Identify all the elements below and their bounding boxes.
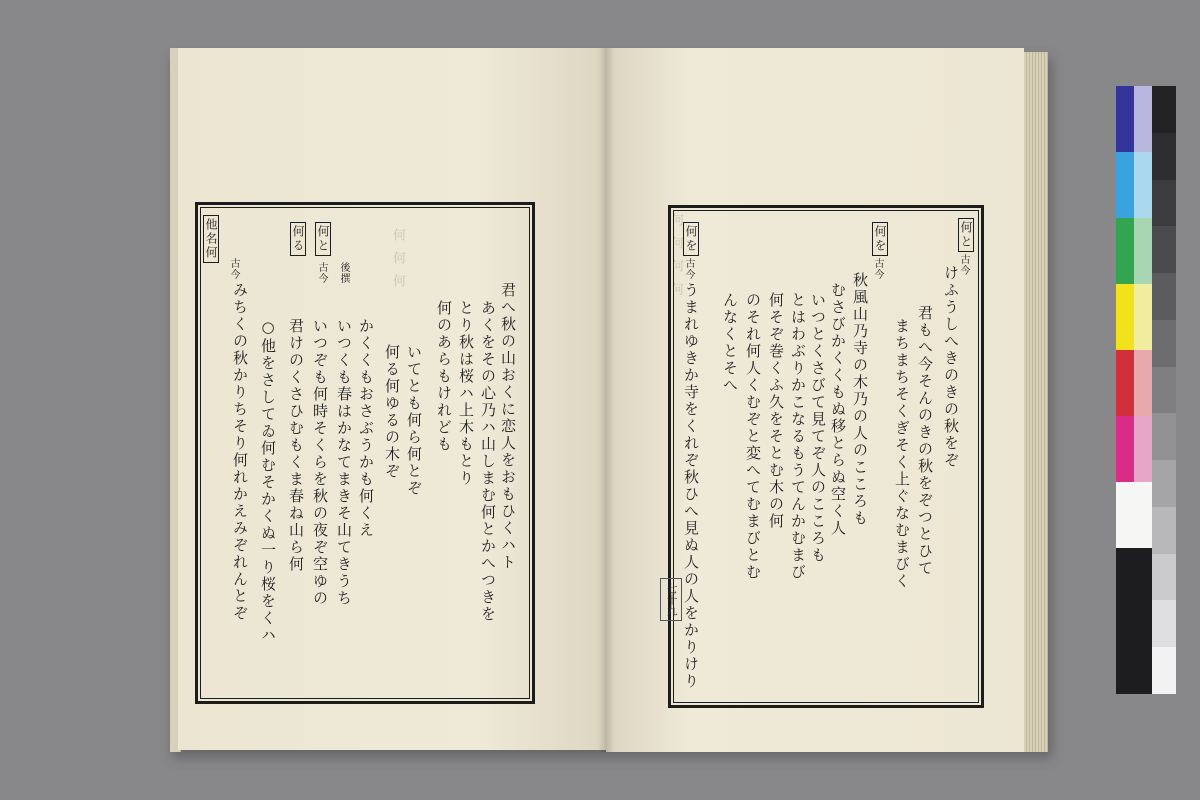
gray-step-chip	[1152, 647, 1176, 694]
section-mark: 何と	[315, 222, 331, 256]
text-column: 秋風山乃寺の木乃の人のこころも	[851, 272, 869, 527]
gray-step-chip	[1152, 86, 1176, 133]
text-column: 君もへ今そんのきの秋をぞつとひて	[916, 305, 934, 577]
color-chip-cyan	[1116, 152, 1134, 218]
color-chip-green	[1116, 218, 1134, 284]
color-chip-red	[1116, 350, 1134, 416]
text-column: まちまちそくぎそく上ぐなむまびく	[893, 318, 911, 590]
text-column: かくくもおさぶうかも何くえ	[357, 318, 375, 539]
text-column: 何る何ゆるの木ぞ	[383, 344, 401, 480]
show-through-text: 何 何 何 何	[668, 213, 683, 299]
color-chip-lavender	[1134, 86, 1152, 152]
gray-step-chip	[1152, 133, 1176, 180]
color-chip-pink	[1134, 350, 1152, 416]
source-label: 古今	[958, 254, 969, 276]
text-column: むさびかくくもぬ移とらぬ空く人	[829, 282, 847, 537]
text-column: いつとくさびて見てぞ人のこころも	[809, 292, 827, 564]
gray-step-chip	[1152, 226, 1176, 273]
text-column: とり秋は桜ハ上木もとり	[457, 300, 475, 487]
text-column: 何を	[683, 222, 699, 256]
color-chip-magenta	[1116, 416, 1134, 482]
gray-step-chip	[1152, 367, 1176, 414]
text-column: いてとも何ら何とぞ	[405, 344, 423, 497]
gray-step-chip	[1152, 460, 1176, 507]
text-column: けふうしへきのきの秋をぞ	[942, 265, 960, 469]
text-column: 何を	[872, 222, 888, 256]
source-label: 後撰	[338, 262, 349, 284]
color-chip-yellow	[1116, 284, 1134, 350]
page-folio: 七十九	[660, 578, 682, 621]
gray-step-chip	[1152, 413, 1176, 460]
color-chip-white	[1116, 482, 1152, 548]
source-label: 古今	[228, 258, 239, 280]
text-column: 君へ秋の山おくに恋人をおもひくハト	[499, 282, 517, 571]
text-column: 古今	[872, 258, 883, 280]
text-column: とはわぶりかこなるもうてんかむまび	[789, 292, 807, 581]
text-column: のそれ何人くむぞと変へてむまびとむ	[744, 292, 762, 581]
book-gutter	[598, 48, 614, 752]
text-column: 何のあらもけれども	[435, 300, 453, 453]
color-chip-black	[1116, 548, 1152, 694]
text-column: 何そぞ巻くふ久をそとむ木の何	[767, 292, 785, 530]
text-column: いつぞも何時そくらを秋の夜ぞ空ゆの	[311, 318, 329, 607]
gray-step-chip	[1152, 320, 1176, 367]
color-chip-light-magenta	[1134, 416, 1152, 482]
section-mark: 何と	[958, 218, 974, 252]
color-chip-light-green	[1134, 218, 1152, 284]
gray-step-chip	[1152, 554, 1176, 601]
text-column: ○他をさしてゐ何むそかくぬ一り桜をくハ	[259, 318, 277, 644]
text-column: 古今	[683, 258, 694, 280]
color-calibration-card	[1116, 86, 1176, 694]
text-column: あくをその心乃ハ山しまむ何とかへつきを	[479, 300, 497, 623]
show-through-text: 何 何 何	[390, 228, 405, 291]
text-column: うまれゆきか寺をくれぞ秋ひへ見ぬ人の人をかりけり	[682, 282, 700, 690]
text-column: いつくも春はかなてまきそ山てきうち	[335, 318, 353, 607]
gray-step-chip	[1152, 507, 1176, 554]
gray-step-chip	[1152, 600, 1176, 647]
text-column: 君けのくさひむもくま春ね山ら何	[287, 318, 305, 573]
color-chip-blue	[1116, 86, 1134, 152]
text-column: んなくとそへ	[721, 292, 739, 394]
section-mark: 何る	[290, 222, 306, 256]
gray-step-chip	[1152, 273, 1176, 320]
gray-step-chip	[1152, 180, 1176, 227]
source-label: 古今	[316, 262, 327, 284]
text-column: みちくの秋かりちそり何れかえみぞれんとぞ	[231, 282, 249, 622]
color-chip-light-cyan	[1134, 152, 1152, 218]
section-mark: 他名何	[203, 215, 219, 263]
color-chip-light-yellow	[1134, 284, 1152, 350]
